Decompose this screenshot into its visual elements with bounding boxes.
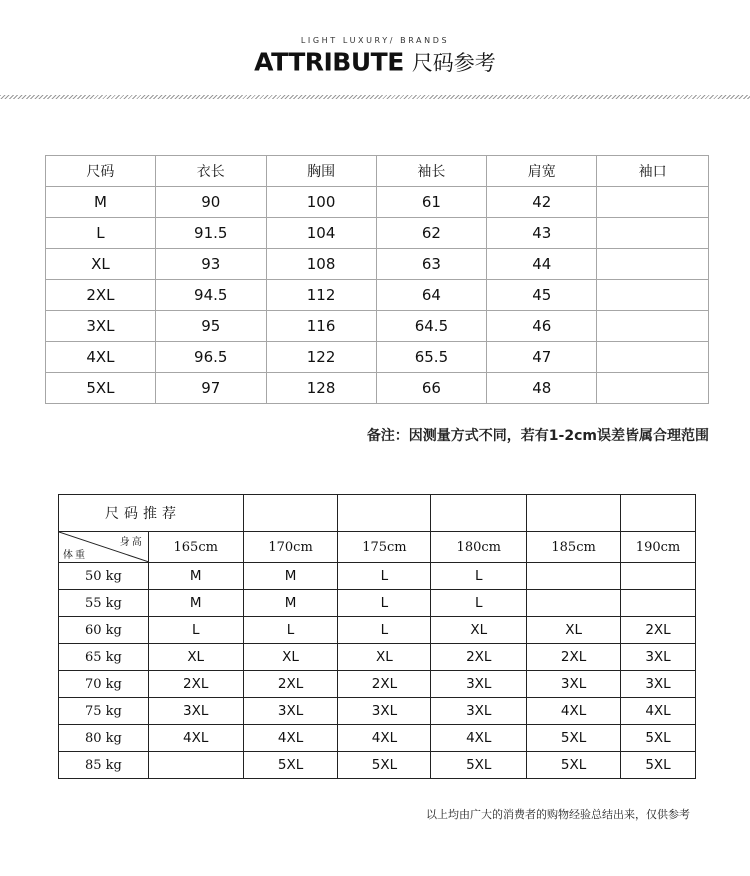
table-cell: 66 xyxy=(376,373,487,404)
table-row xyxy=(46,218,709,249)
weight-cell: 65 kg xyxy=(59,644,149,671)
table-row xyxy=(59,563,696,590)
table-row xyxy=(46,249,709,280)
table-cell: 肩宽 xyxy=(487,156,597,187)
table-cell: 100 xyxy=(266,187,376,218)
size-cell: L xyxy=(338,617,431,644)
size-cell: 3XL xyxy=(338,698,431,725)
page-title xyxy=(0,47,750,77)
size-cell: L xyxy=(431,590,527,617)
table-cell: 3XL xyxy=(46,311,156,342)
size-cell: M xyxy=(243,563,338,590)
size-cell: 2XL xyxy=(338,671,431,698)
size-cell: L xyxy=(338,590,431,617)
footer-disclaimer: 以上均由广大的消费者的购物经验总结出来，仅供参考 xyxy=(426,808,690,821)
size-cell: L xyxy=(431,563,527,590)
table-row xyxy=(59,725,696,752)
table-cell: 42 xyxy=(487,187,597,218)
table-cell: 64 xyxy=(376,280,487,311)
size-cell: 3XL xyxy=(621,671,696,698)
size-cell: XL xyxy=(338,644,431,671)
size-cell xyxy=(527,563,621,590)
empty-cell xyxy=(431,495,527,532)
title-english: ATTRIBUTE xyxy=(254,47,404,77)
table-cell: 122 xyxy=(266,342,376,373)
height-label: 身高 xyxy=(119,537,144,548)
size-chart-table xyxy=(45,155,709,404)
table-row xyxy=(59,617,696,644)
diagonal-header-cell xyxy=(59,532,149,563)
table-cell: 62 xyxy=(376,218,487,249)
table-cell: 尺码 xyxy=(46,156,156,187)
table-cell: 112 xyxy=(266,280,376,311)
size-cell: 2XL xyxy=(243,671,338,698)
table-row xyxy=(46,280,709,311)
size-cell: XL xyxy=(148,644,243,671)
size-cell xyxy=(527,590,621,617)
weight-cell: 50 kg xyxy=(59,563,149,590)
table-cell: 91.5 xyxy=(155,218,266,249)
height-column-header: 180cm xyxy=(431,532,527,563)
table-cell: 104 xyxy=(266,218,376,249)
table-cell: 44 xyxy=(487,249,597,280)
size-cell: 2XL xyxy=(527,644,621,671)
size-cell: M xyxy=(148,563,243,590)
table-row xyxy=(59,752,696,779)
table-cell: 63 xyxy=(376,249,487,280)
empty-cell xyxy=(621,495,696,532)
size-cell: 5XL xyxy=(527,725,621,752)
size-cell: 3XL xyxy=(621,644,696,671)
size-cell: 4XL xyxy=(148,725,243,752)
empty-cell xyxy=(527,495,621,532)
table-cell xyxy=(597,373,709,404)
table-cell: 93 xyxy=(155,249,266,280)
size-cell: 5XL xyxy=(431,752,527,779)
table-cell: 胸围 xyxy=(266,156,376,187)
size-cell: XL xyxy=(243,644,338,671)
table-cell: M xyxy=(46,187,156,218)
table-cell xyxy=(597,311,709,342)
table-cell: 97 xyxy=(155,373,266,404)
size-recommendation-table xyxy=(58,494,696,779)
size-cell: 2XL xyxy=(621,617,696,644)
size-cell: 3XL xyxy=(148,698,243,725)
height-header-row xyxy=(59,532,696,563)
table-row xyxy=(59,698,696,725)
table-cell xyxy=(597,249,709,280)
table-cell xyxy=(597,187,709,218)
table-row xyxy=(46,373,709,404)
table-row xyxy=(46,342,709,373)
weight-cell: 70 kg xyxy=(59,671,149,698)
table-row xyxy=(46,311,709,342)
size-cell: 5XL xyxy=(527,752,621,779)
table-cell: 90 xyxy=(155,187,266,218)
empty-cell xyxy=(243,495,338,532)
recommend-title: 尺码推荐 xyxy=(59,495,244,532)
table-cell: 65.5 xyxy=(376,342,487,373)
table-cell: 116 xyxy=(266,311,376,342)
table-cell: XL xyxy=(46,249,156,280)
weight-cell: 55 kg xyxy=(59,590,149,617)
size-cell: 5XL xyxy=(243,752,338,779)
weight-cell: 75 kg xyxy=(59,698,149,725)
size-cell xyxy=(621,590,696,617)
size-cell xyxy=(148,752,243,779)
size-cell xyxy=(621,563,696,590)
size-cell: 4XL xyxy=(431,725,527,752)
table-cell: 4XL xyxy=(46,342,156,373)
recommend-title-row xyxy=(59,495,696,532)
table-cell: 48 xyxy=(487,373,597,404)
table-cell: 袖口 xyxy=(597,156,709,187)
size-cell: 3XL xyxy=(243,698,338,725)
table-cell: 43 xyxy=(487,218,597,249)
measurement-note: 备注：因测量方式不同，若有1-2cm误差皆属合理范围 xyxy=(366,428,709,444)
table-cell: 47 xyxy=(487,342,597,373)
size-cell: 4XL xyxy=(527,698,621,725)
table-row xyxy=(59,644,696,671)
height-column-header: 170cm xyxy=(243,532,338,563)
table-cell: 128 xyxy=(266,373,376,404)
table-row xyxy=(46,187,709,218)
size-cell: 3XL xyxy=(431,698,527,725)
size-cell: L xyxy=(243,617,338,644)
size-cell: 4XL xyxy=(338,725,431,752)
table-cell: 45 xyxy=(487,280,597,311)
title-chinese: 尺码参考 xyxy=(411,51,496,75)
height-column-header: 185cm xyxy=(527,532,621,563)
table-cell xyxy=(597,342,709,373)
weight-cell: 80 kg xyxy=(59,725,149,752)
weight-label: 体重 xyxy=(63,550,87,561)
size-cell: XL xyxy=(431,617,527,644)
weight-cell: 85 kg xyxy=(59,752,149,779)
size-table-header xyxy=(46,156,709,187)
table-cell: 95 xyxy=(155,311,266,342)
table-cell: 5XL xyxy=(46,373,156,404)
height-column-header: 190cm xyxy=(621,532,696,563)
height-column-header: 165cm xyxy=(148,532,243,563)
weight-cell: 60 kg xyxy=(59,617,149,644)
size-cell: L xyxy=(338,563,431,590)
size-cell: M xyxy=(148,590,243,617)
table-cell: 衣长 xyxy=(155,156,266,187)
empty-cell xyxy=(338,495,431,532)
table-cell: L xyxy=(46,218,156,249)
size-cell: L xyxy=(148,617,243,644)
size-cell: M xyxy=(243,590,338,617)
size-cell: 2XL xyxy=(431,644,527,671)
size-cell: XL xyxy=(527,617,621,644)
size-cell: 4XL xyxy=(243,725,338,752)
table-row xyxy=(59,590,696,617)
table-cell: 袖长 xyxy=(376,156,487,187)
size-cell: 5XL xyxy=(621,752,696,779)
size-cell: 5XL xyxy=(338,752,431,779)
size-cell: 4XL xyxy=(621,698,696,725)
table-cell: 46 xyxy=(487,311,597,342)
table-cell xyxy=(597,218,709,249)
dashed-divider xyxy=(0,95,750,99)
table-cell: 64.5 xyxy=(376,311,487,342)
table-cell: 94.5 xyxy=(155,280,266,311)
brand-subtitle: LIGHT LUXURY/ BRANDS xyxy=(300,36,450,45)
table-cell xyxy=(597,280,709,311)
table-row xyxy=(59,671,696,698)
size-cell: 5XL xyxy=(621,725,696,752)
table-cell: 96.5 xyxy=(155,342,266,373)
table-cell: 61 xyxy=(376,187,487,218)
size-cell: 3XL xyxy=(527,671,621,698)
table-cell: 2XL xyxy=(46,280,156,311)
size-cell: 2XL xyxy=(148,671,243,698)
size-cell: 3XL xyxy=(431,671,527,698)
table-cell: 108 xyxy=(266,249,376,280)
height-column-header: 175cm xyxy=(338,532,431,563)
